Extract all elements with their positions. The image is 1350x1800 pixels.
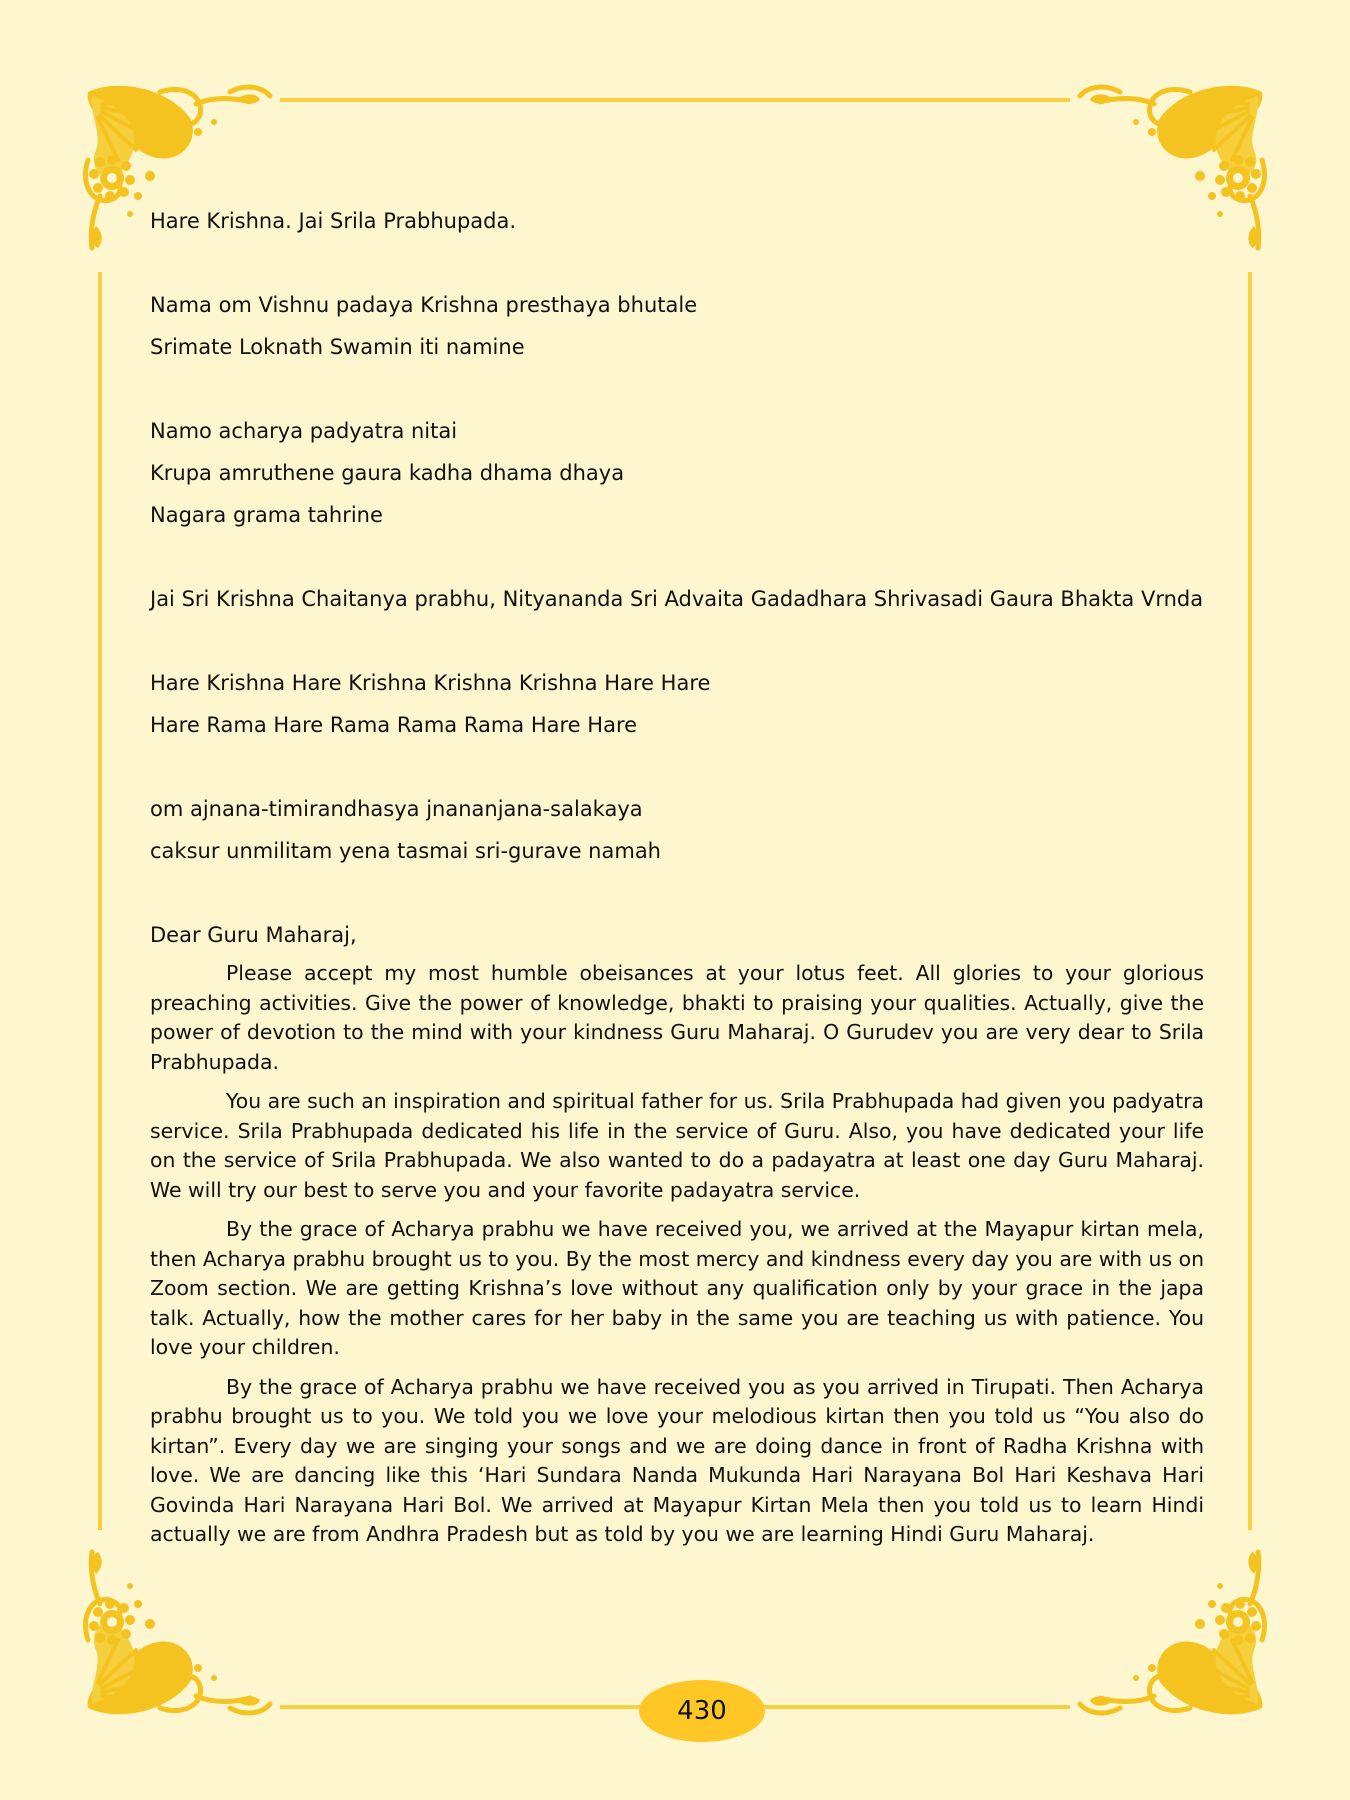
letter-paragraph: You are such an inspiration and spiritual father for us. Srila Prabhupada had given you padyatra service. Srila Prabhupada dedicated his life in the service of Guru. Also, you have dedicated your life on the service of Srila Prabhupada. We also wanted to do a padayatra at least one day Guru Maharaj. We will try our best to serve you and your favorite padayatra service. [150,1089,1204,1202]
pranam-mantra-line-1: Nama om Vishnu padaya Krishna presthaya bhutale [150,293,698,317]
letter-paragraph: By the grace of Acharya prabhu we have received you, we arrived at the Mayapur kirtan mela, then Acharya prabhu brought us to you. By the most mercy and kindness every day you are with us on Zoom section. We are getting Krishna’s love without any qualification only by your grace in the japa talk. Actually, how the mother cares for her baby in the same you are teaching us with patience. You love your children. [150,1217,1204,1359]
acharya-mantra-line-3: Nagara grama tahrine [150,503,383,527]
maha-mantra-line-2: Hare Rama Hare Rama Rama Rama Hare Hare [150,713,638,737]
acharya-mantra-line-2: Krupa amruthene gaura kadha dhama dhaya [150,461,625,485]
letter-body [150,205,1204,1560]
letter-salutation: Dear Guru Maharaj, [150,923,357,947]
guru-mantra-line-2: caksur unmilitam yena tasmai sri-gurave namah [150,839,661,863]
pranam-mantra-line-2: Srimate Loknath Swamin iti namine [150,335,525,359]
panca-tattva-mantra: Jai Sri Krishna Chaitanya prabhu, Nityananda Sri Advaita Gadadhara Shrivasadi Gaura Bhakta Vrnda [150,587,1204,611]
letter-paragraph: Please accept my most humble obeisances at your lotus feet. All glories to your glorious preaching activities. Give the power of knowledge, bhakti to praising your qualities. Actually, give the power of devotion to the mind with your kindness Guru Maharaj. O Gurudev you are very dear to Srila Prabhupada. [150,961,1204,1074]
opening-greeting: Hare Krishna. Jai Srila Prabhupada. [150,209,517,233]
letter-paragraph: By the grace of Acharya prabhu we have received you as you arrived in Tirupati. Then Acharya prabhu brought us to you. We told you we love your melodious kirtan then you told us “You also do kirtan”. Every day we are singing your songs and we are doing dance in front of Radha Krishna with love. We are dancing like this ‘Hari Sundara Nanda Mukunda Hari Narayana Bol Hari Keshava Hari Govinda Hari Narayana Hari Bol. We arrived at Mayapur Kirtan Mela then you told us to learn Hindi actually we are from Andhra Pradesh but as told by you we are learning Hindi Guru Maharaj. [150,1374,1204,1546]
page-number-badge: 430 [639,1680,765,1742]
guru-mantra-line-1: om ajnana-timirandhasya jnananjana-salakaya [150,797,643,821]
maha-mantra-line-1: Hare Krishna Hare Krishna Krishna Krishna Hare Hare [150,671,711,695]
acharya-mantra-line-1: Namo acharya padyatra nitai [150,419,458,443]
